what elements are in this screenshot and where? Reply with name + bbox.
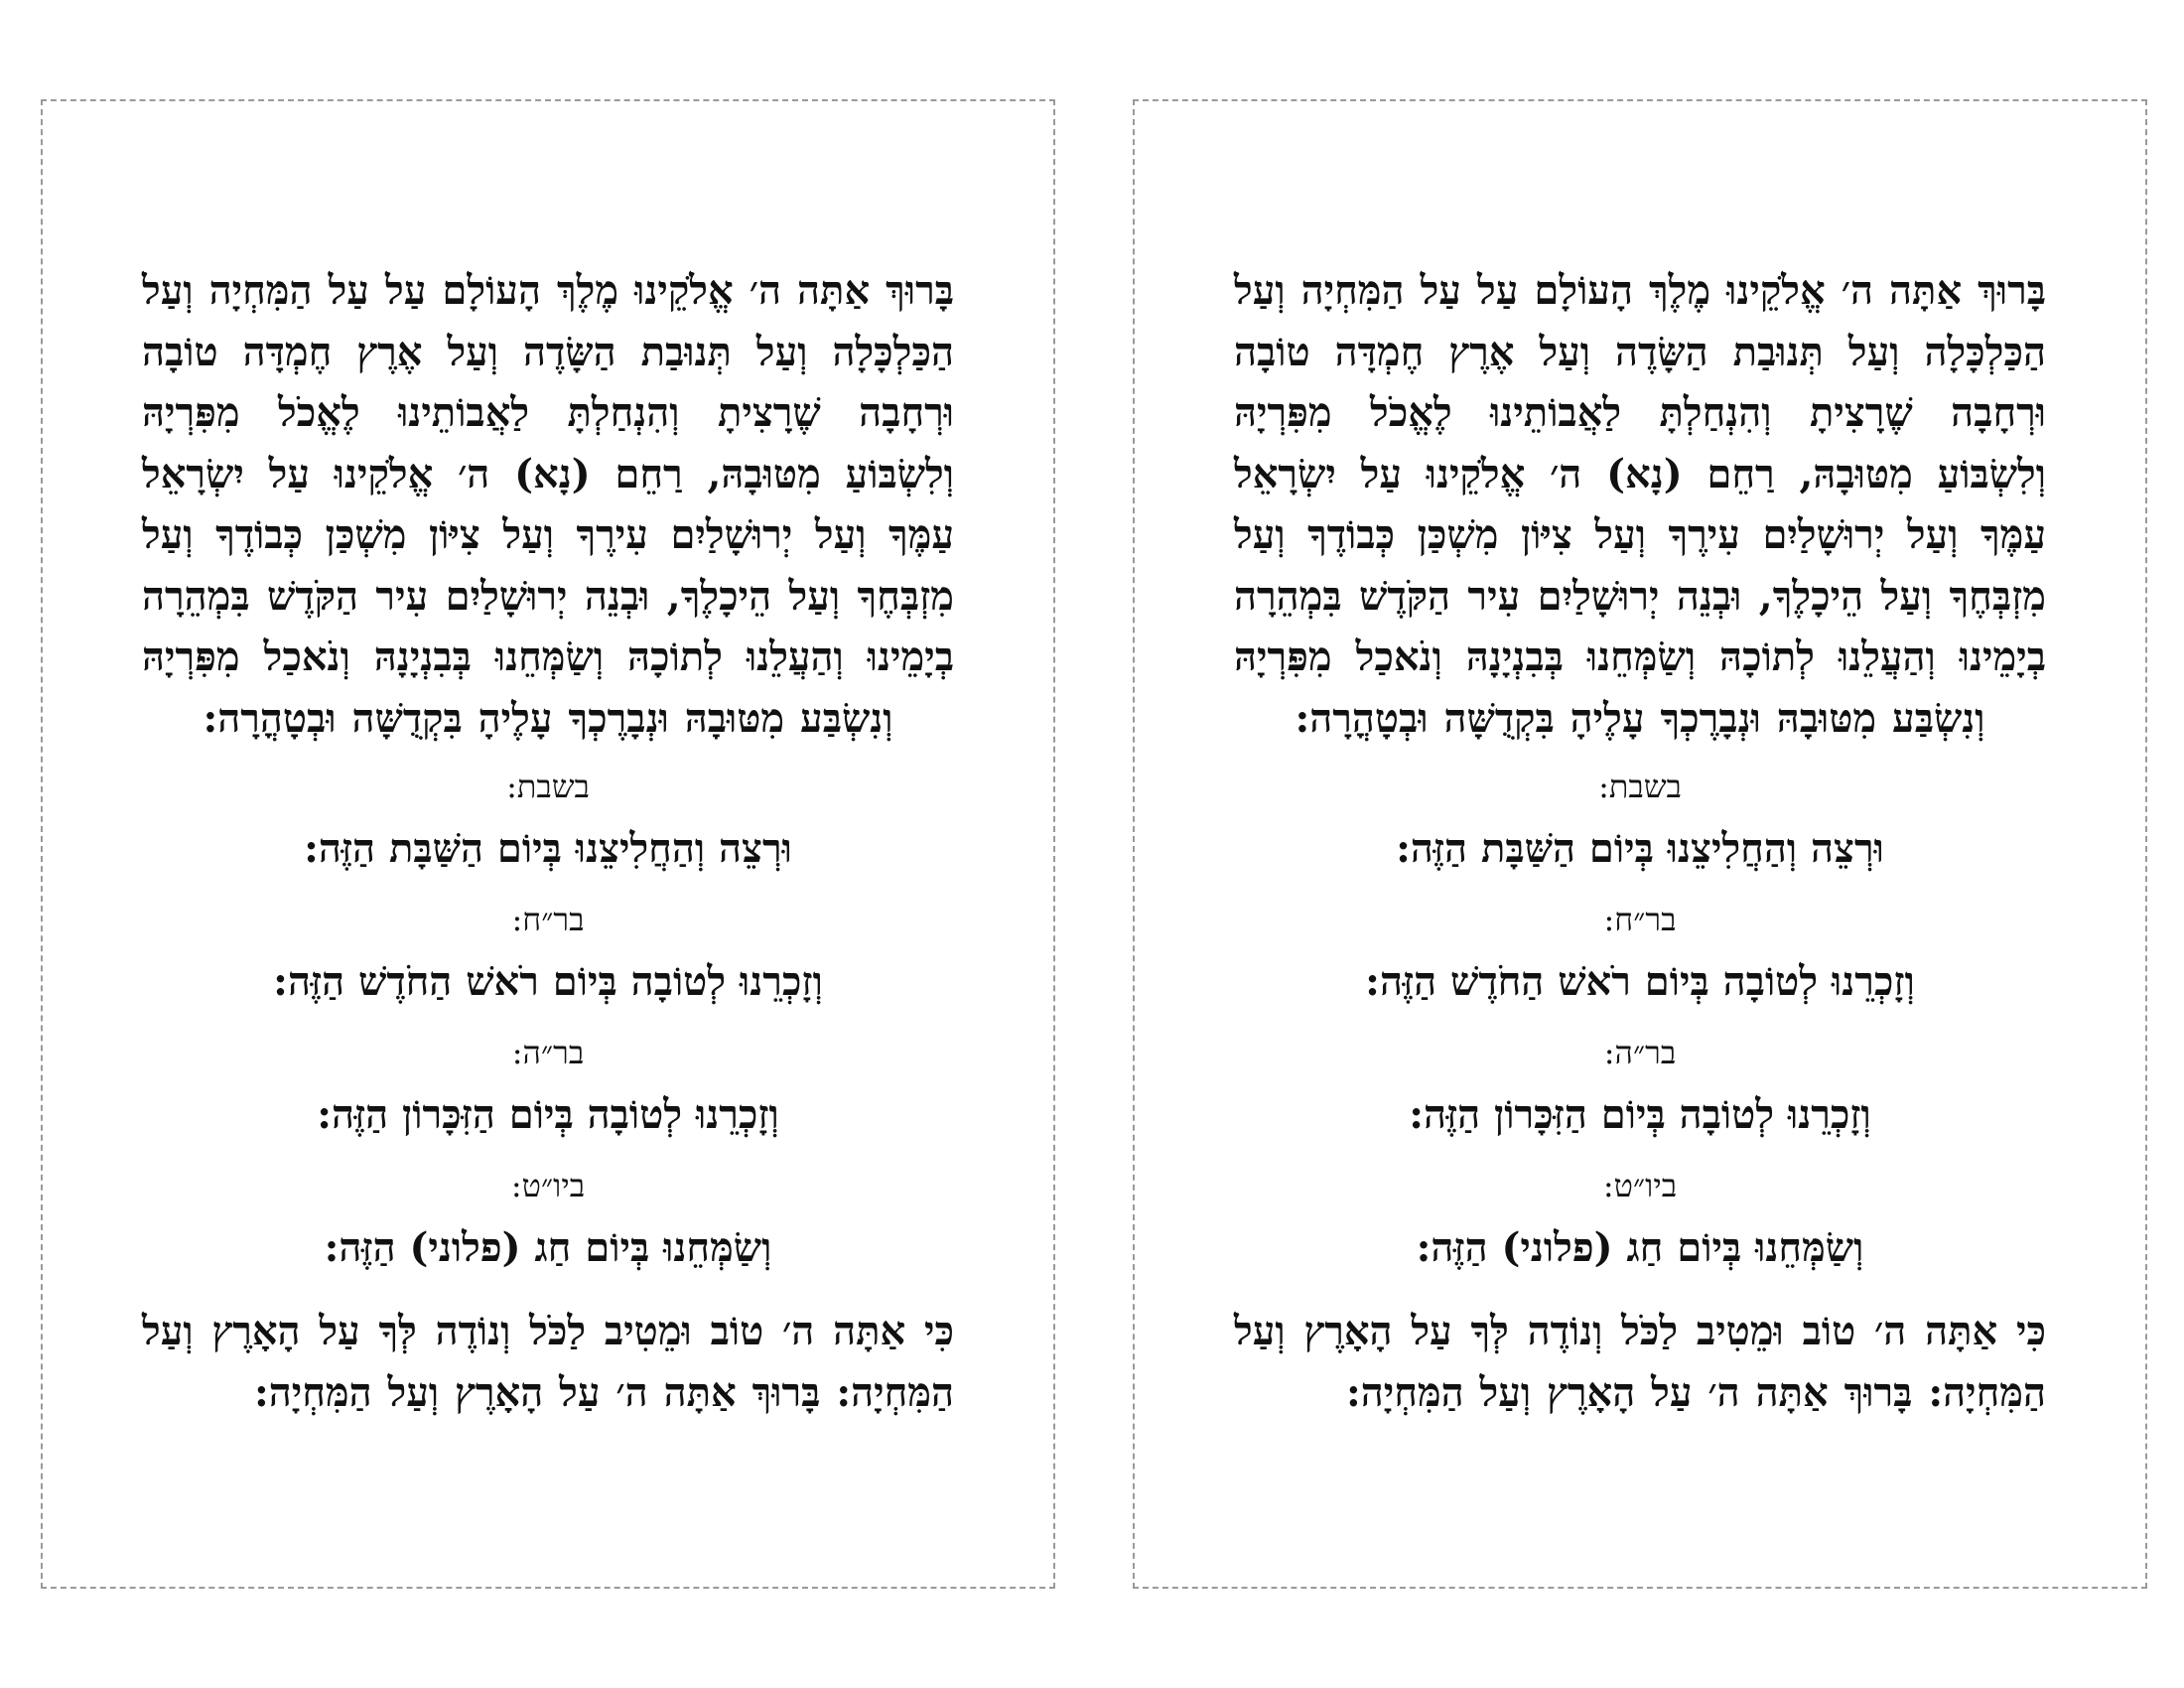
rosh-hashana-insert: וְזָכְרֵנוּ לְטוֹבָה בְּיוֹם הַזִּכָּרוֹן הַזֶּה: [1409,1091,1871,1138]
shabbat-heading: בשבת: [1598,768,1682,805]
rosh-chodesh-insert: וְזָכְרֵנוּ לְטוֹבָה בְּיוֹם רֹאשׁ הַחֹדֶשׁ הַזֶּה: [273,958,823,1005]
rosh-hashana-heading: בר״ה: [1603,1034,1677,1071]
rosh-chodesh-heading: בר״ח: [1603,901,1677,938]
blessing-opening-text: בָּרוּךְ אַתָּה ה׳ אֱלֹקֵינוּ מֶלֶךְ הָעוֹלָם עַל עַל הַמִּחְיָה וְעַל הַכַּלְכָּלָה וְעַל תְּנוּבַת הַשָּׂדֶה וְעַל אֶרֶץ חֶמְדָּה טוֹבָה וּרְחָבָה שֶׁרָצִיתָ וְהִנְחַלְתָּ לַאֲבוֹתֵינוּ לֶאֱכֹל מִפִּרְיָהּ וְלִשְׂבּוֹעַ מִטּוּבָהּ, רַחֵם (נָא) ה׳ אֱלֹקֵינוּ עַל יִשְׂרָאֵל עַמֶּךָ וְעַל יְרוּשָׁלַיִם עִירֶךָ וְעַל צִיּוֹן מִשְׁכַּן כְּבוֹדֶךָ וְעַל מִזְבְּחֶךָ וְעַל הֵיכָלֶךָ, וּבְנֵה יְרוּשָׁלַיִם עִיר הַקֹּדֶשׁ בִּמְהֵרָה בְיָמֵינוּ וְהַעֲלֵנוּ לְתוֹכָהּ וְשַׂמְּחֵנוּ בְּבִנְיָנָהּ וְנֹאכַל מִפִּרְיָהּ וְנִשְׂבַּע מִטּוּבָהּ וּנְבָרֶכְךָ עָלֶיהָ בִּקְדֻשָּׁה וּבְטָהֳרָה: [142,267,954,742]
yom-tov-heading: ביו״ט: [510,1167,586,1204]
shabbat-insert: וּרְצֵה וְהַחֲלִיצֵנוּ בְּיוֹם הַשַּׁבָּת הַזֶּה: [1396,825,1884,872]
blessing-closing-text: כִּי אַתָּה ה׳ טוֹב וּמֵטִיב לַכֹּל וְנוֹדֶה לְּךָ עַל הָאָרֶץ וְעַל הַמִּחְיָה: בָּרוּךְ אַתָּה ה׳ עַל הָאָרֶץ וְעַל הַמִּחְיָה: [142,1308,954,1416]
yom-tov-insert: וְשַׂמְּחֵנוּ בְּיוֹם חַג (פלוני) הַזֶּה: [324,1224,772,1271]
yom-tov-insert: וְשַׂמְּחֵנוּ בְּיוֹם חַג (פלוני) הַזֶּה: [1416,1224,1864,1271]
rosh-chodesh-insert: וְזָכְרֵנוּ לְטוֹבָה בְּיוֹם רֹאשׁ הַחֹדֶשׁ הַזֶּה: [1365,958,1915,1005]
blessing-closing-text: כִּי אַתָּה ה׳ טוֹב וּמֵטִיב לַכֹּל וְנוֹדֶה לְּךָ עַל הָאָרֶץ וְעַל הַמִּחְיָה: בָּרוּךְ אַתָּה ה׳ עַל הָאָרֶץ וְעַל הַמִּחְיָה: [1234,1308,2046,1416]
blessing-card-right [1133,99,2147,1589]
shabbat-insert: וּרְצֵה וְהַחֲלִיצֵנוּ בְּיוֹם הַשַּׁבָּת הַזֶּה: [304,825,792,872]
rosh-chodesh-heading: בר״ח: [511,901,585,938]
blessing-opening-text: בָּרוּךְ אַתָּה ה׳ אֱלֹקֵינוּ מֶלֶךְ הָעוֹלָם עַל עַל הַמִּחְיָה וְעַל הַכַּלְכָּלָה וְעַל תְּנוּבַת הַשָּׂדֶה וְעַל אֶרֶץ חֶמְדָּה טוֹבָה וּרְחָבָה שֶׁרָצִיתָ וְהִנְחַלְתָּ לַאֲבוֹתֵינוּ לֶאֱכֹל מִפִּרְיָהּ וְלִשְׂבּוֹעַ מִטּוּבָהּ, רַחֵם (נָא) ה׳ אֱלֹקֵינוּ עַל יִשְׂרָאֵל עַמֶּךָ וְעַל יְרוּשָׁלַיִם עִירֶךָ וְעַל צִיּוֹן מִשְׁכַּן כְּבוֹדֶךָ וְעַל מִזְבְּחֶךָ וְעַל הֵיכָלֶךָ, וּבְנֵה יְרוּשָׁלַיִם עִיר הַקֹּדֶשׁ בִּמְהֵרָה בְיָמֵינוּ וְהַעֲלֵנוּ לְתוֹכָהּ וְשַׂמְּחֵנוּ בְּבִנְיָנָהּ וְנֹאכַל מִפִּרְיָהּ וְנִשְׂבַּע מִטּוּבָהּ וּנְבָרֶכְךָ עָלֶיהָ בִּקְדֻשָּׁה וּבְטָהֳרָה: [1234,267,2046,742]
card-content [1135,260,2145,1423]
rosh-hashana-heading: בר״ה: [511,1034,585,1071]
card-content [43,260,1053,1423]
blessing-card-left [41,99,1055,1589]
shabbat-heading: בשבת: [506,768,590,805]
rosh-hashana-insert: וְזָכְרֵנוּ לְטוֹבָה בְּיוֹם הַזִּכָּרוֹן הַזֶּה: [317,1091,779,1138]
yom-tov-heading: ביו״ט: [1602,1167,1678,1204]
